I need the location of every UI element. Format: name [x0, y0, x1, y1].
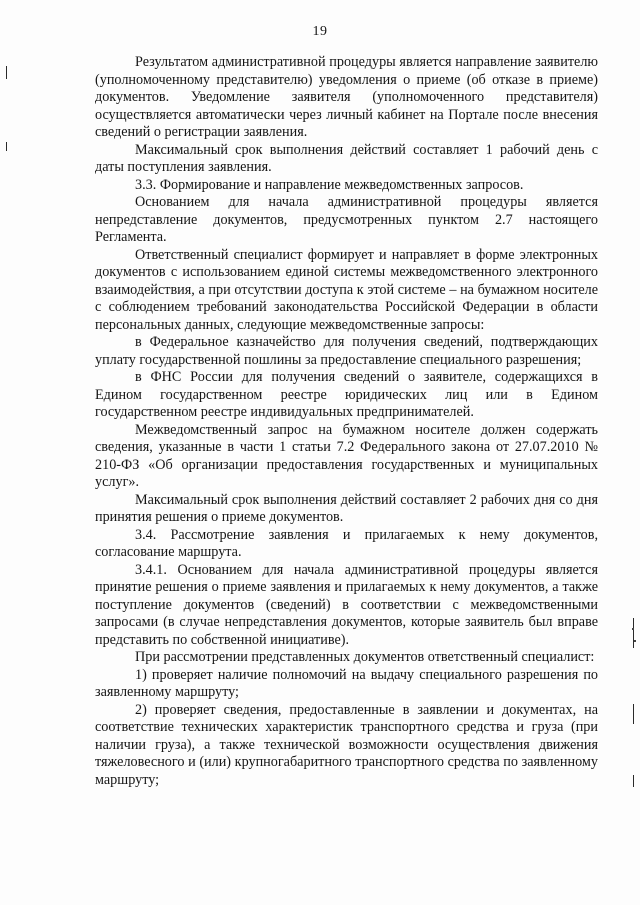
scan-artifact	[633, 618, 634, 648]
scan-artifact	[6, 142, 7, 151]
scan-artifact	[632, 628, 634, 630]
paragraph-requests: Ответственный специалист формирует и направляет в форме электронных документов с использованием единой системы межведомственного электронного взаимодействия, а при отсутствии доступа к этой системе – на бумажном носителе с соблюдением требований законодательства Российской Федерации в области персональных данных, следующие межведомственные запросы:	[95, 246, 598, 333]
paragraph-deadline-2: Максимальный срок выполнения действий составляет 2 рабочих дня со дня принятия решения о приеме документов.	[95, 491, 598, 525]
paragraph-basis-3-4-1: 3.4.1. Основанием для начала административной процедуры является принятие решения о приеме заявления и прилагаемых к нему документов, а также поступление документов (сведений) в соответствии с межведомственными запросами (в случае непредставления документов, которые заявитель был вправе представить по собственной инициативе).	[95, 561, 598, 648]
scan-artifact	[633, 704, 634, 724]
scan-artifact	[634, 640, 636, 642]
paragraph-result: Результатом административной процедуры является направление заявителю (уполномоченному представителю) уведомления о приеме (об отказе в приеме) документов. Уведомление заявителя (уполномоченного представителя) осуществляется автоматически через личный кабинет на Портале после внесения сведений о регистрации заявления.	[95, 54, 598, 140]
paragraph-review: При рассмотрении представленных документов ответственный специалист:	[135, 649, 595, 665]
scan-artifact	[6, 66, 7, 79]
list-item-check-information: 2) проверяет сведения, предоставленные в заявлении и документах, на соответствие технических характеристик транспортного средства и груза (при наличии груза), а также технической возможности осуществления движения тяжеловесного и (или) крупногабаритного транспортного средства по заявленному маршруту;	[95, 701, 598, 788]
list-item-check-authority: 1) проверяет наличие полномочий на выдачу специального разрешения по заявленному маршруту;	[95, 666, 598, 700]
section-heading-3-4: 3.4. Рассмотрение заявления и прилагаемых к нему документов, согласование маршрута.	[95, 526, 598, 560]
section-heading-3-3: 3.3. Формирование и направление межведомственных запросов.	[135, 176, 524, 193]
scan-artifact	[633, 775, 634, 787]
page-number: 19	[312, 24, 328, 39]
paragraph-deadline-1: Максимальный срок выполнения действий составляет 1 рабочий день с даты поступления заявления.	[95, 141, 598, 175]
list-item-treasury: в Федеральное казначейство для получения сведений, подтверждающих уплату государственной пошлины за предоставление специального разрешения;	[95, 334, 598, 368]
paragraph-paper-request: Межведомственный запрос на бумажном носителе должен содержать сведения, указанные в части 1 статьи 7.2 Федерального закона от 27.07.2010 № 210-ФЗ «Об организации предоставления государственных и муниципальных услуг».	[95, 421, 598, 490]
paragraph-basis-3-3: Основанием для начала административной процедуры является непредставление документов, предусмотренных пунктом 2.7 настоящего Регламента.	[95, 194, 598, 245]
list-item-fns: в ФНС России для получения сведений о заявителе, содержащихся в Едином государственном реестре юридических лиц или в Едином государственном реестре индивидуальных предпринимателей.	[95, 369, 598, 420]
body-text	[95, 54, 598, 789]
